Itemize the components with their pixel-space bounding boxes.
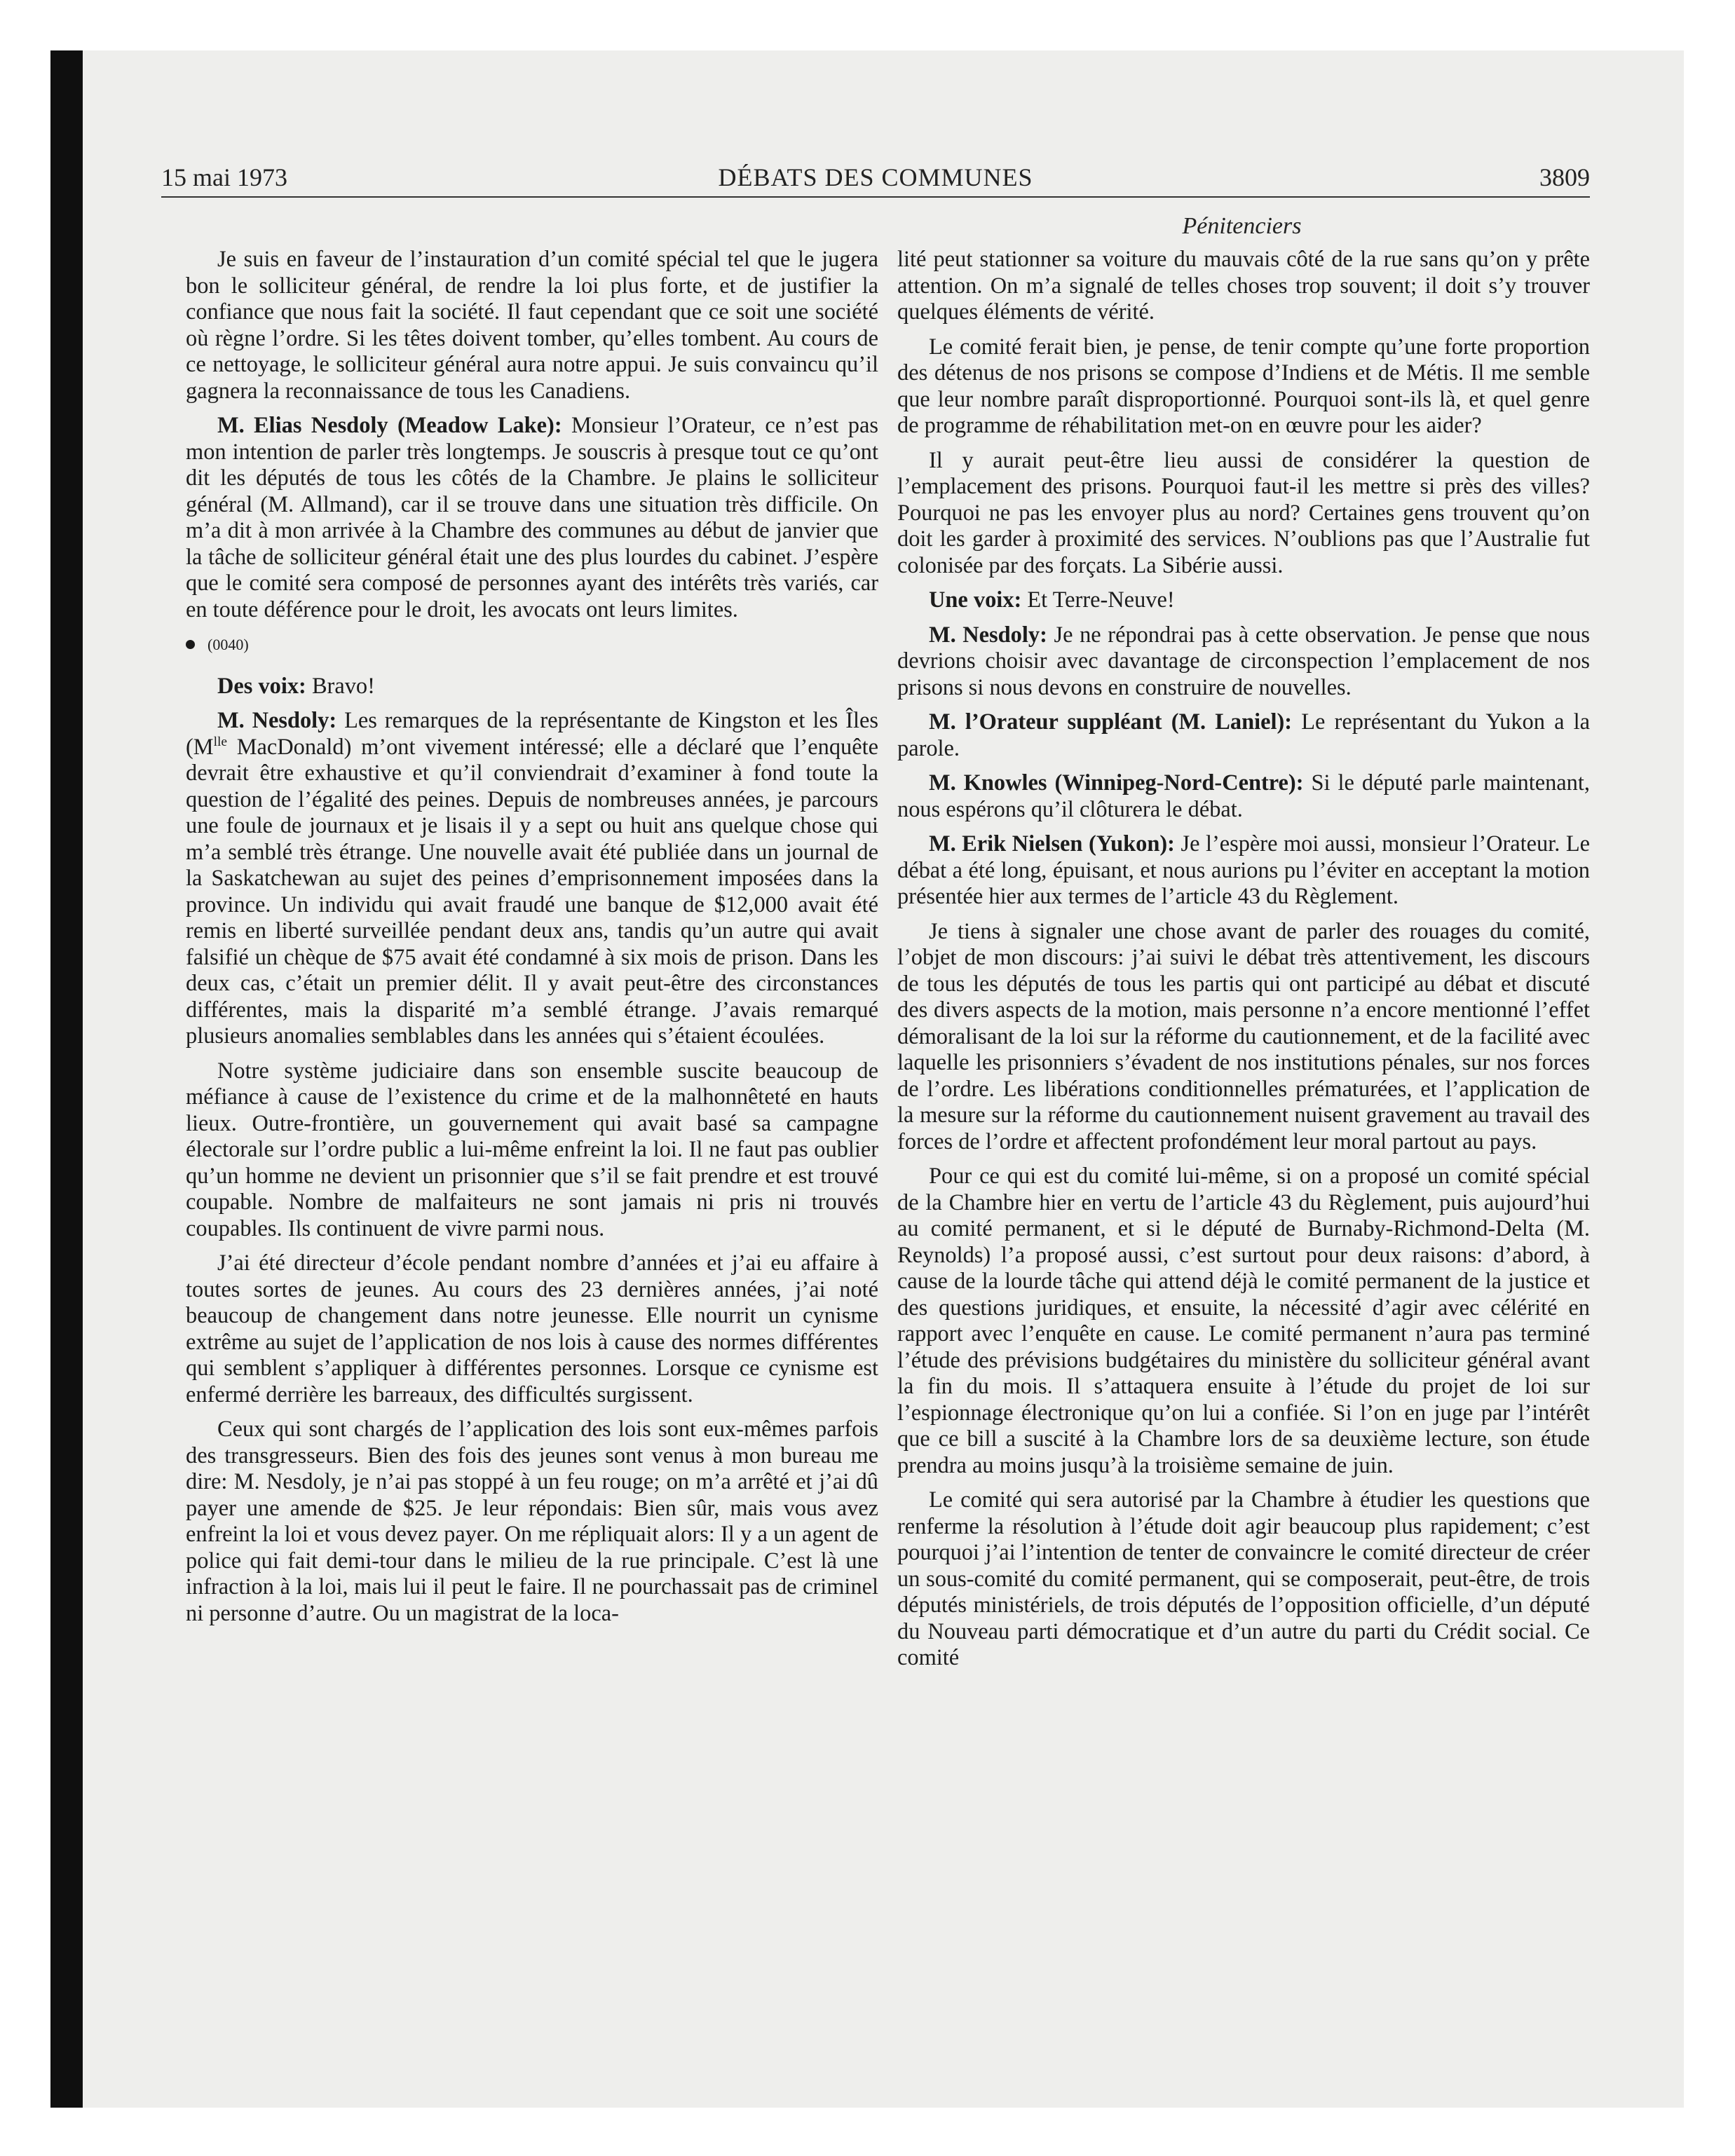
header-title: DÉBATS DES COMMUNES	[718, 163, 1033, 191]
right-column	[897, 247, 1590, 1680]
running-head	[161, 163, 1590, 193]
speech-text: Si le député parle maintenant, nous espérons qu’il clôturera le débat.	[897, 770, 1590, 822]
speaker-name: Une voix:	[929, 587, 1022, 613]
paragraph: Le comité qui sera autorisé par la Chambre à étudier les questions que renferme la résolution à l’étude doit agir beaucoup plus rapidement; c’est pourquoi j’ai l’intention de tenter de convaincre le comité directeur de créer un sous-comité du comité permanent, qui se composerait, peut-être, de trois députés ministériels, de trois députés de l’opposition officielle, d’un député du Nouveau parti démocratique et d’un autre du parti du Crédit social. Ce comité	[897, 1487, 1590, 1670]
paragraph	[897, 770, 1590, 823]
bullet-icon	[186, 640, 195, 649]
speaker-name: M. Nesdoly:	[929, 622, 1047, 648]
speaker-name: M. Elias Nesdoly (Meadow Lake):	[217, 413, 562, 438]
left-column	[186, 247, 878, 1635]
speech-text: Monsieur l’Orateur, ce n’est pas mon intention de parler très longtemps. Je souscris à presque tout ce qu’ont dit les députés de tous les côtés de la Chambre. Je plains le solliciteur général (M. Allmand), car il se trouve dans une situation très difficile. On m’a dit à mon arrivée à la Chambre des communes au début de janvier que la tâche de solliciteur général était une des plus lourdes du cabinet. J’espère que le comité sera composé de personnes ayant des intérêts très variés, car en toute déférence pour le droit, les avocats ont leurs limites.	[186, 413, 878, 622]
paragraph	[897, 831, 1590, 910]
paragraph	[186, 413, 878, 623]
header-date: 15 mai 1973	[161, 163, 287, 191]
section-title: Pénitenciers	[1182, 213, 1302, 239]
paragraph: Pour ce qui est du comité lui-même, si on a proposé un comité spécial de la Chambre hier en vertu de l’article 43 du Règlement, puis aujourd’hui au comité permanent, et si le député de Burnaby-Richmond-Delta (M. Reynolds) l’a proposé aussi, c’est surtout pour deux raisons: d’abord, à cause de la lourde tâche qui attend déjà le comité permanent de la justice et des questions juridiques, et ensuite, la nécessité d’agir avec célérité en rapport avec l’enquête en cause. Le comité permanent n’aura pas terminé l’étude des prévisions budgétaires du ministère du solliciteur général avant la fin du mois. Il s’attaquera ensuite à l’étude du projet de loi sur l’espionnage électronique qu’on lui a confiée. Si l’on en juge par l’intérêt que ce bill a suscité à la Chambre lors de sa deuxième lecture, son étude prendra au moins jusqu’à la troisième semaine de juin.	[897, 1164, 1590, 1478]
speech-text: Je ne répondrai pas à cette observation. Je pense que nous devrions choisir avec davantage de circonspection l’emplacement de nos prisons si nous devons en construire de nouvelles.	[897, 622, 1590, 700]
speech-text: Je l’espère moi aussi, monsieur l’Orateur. Le débat a été long, épuisant, et nous aurions pu l’éviter en acceptant la motion présentée hier aux termes de l’article 43 du Règlement.	[897, 831, 1590, 909]
paragraph: Le comité ferait bien, je pense, de tenir compte qu’une forte proportion des détenus de nos prisons se compose d’Indiens et de Métis. Il me semble que leur nombre paraît disproportionné. Pourquoi sont-ils là, et quel genre de programme de réhabilitation met-on en œuvre pour les aider?	[897, 334, 1590, 438]
speaker-name: M. l’Orateur suppléant (M. Laniel):	[929, 709, 1293, 735]
header-page-number: 3809	[1539, 163, 1590, 191]
paragraph: lité peut stationner sa voiture du mauvais côté de la rue sans qu’on y prête attention. On m’a signalé de telles choses trop souvent; il doit s’y trouver quelques éléments de vérité.	[897, 247, 1590, 325]
paragraph: Notre système judiciaire dans son ensemble suscite beaucoup de méfiance à cause de l’existence du crime et de la malhonnêteté en hauts lieux. Outre-frontière, un gouvernement qui avait basé sa campagne électorale sur l’ordre public a lui-même enfreint la loi. Il ne faut pas oublier qu’un homme ne devient un prisonnier que s’il se fait prendre et est trouvé coupable. Nombre de malfaiteurs ne sont jamais ni pris ni trouvés coupables. Ils continuent de vivre parmi nous.	[186, 1058, 878, 1241]
paragraph	[897, 709, 1590, 762]
speaker-name: Des voix:	[217, 673, 306, 699]
paragraph: Il y aurait peut-être lieu aussi de considérer la question de l’emplacement des prisons. Pourquoi faut-il les mettre si près des villes? Pourquoi ne pas les envoyer plus au nord? Certaines gens trouvent qu’on doit les garder à proximité des services. N’oublions pas que l’Australie fut colonisée par des forçats. La Sibérie aussi.	[897, 447, 1590, 578]
paragraph: J’ai été directeur d’école pendant nombre d’années et j’ai eu affaire à toutes sortes de jeunes. Au cours des 23 dernières années, j’ai noté beaucoup de changement dans notre jeunesse. Elle nourrit un cynisme extrême au sujet de l’application de nos lois à cause des normes différentes qui semblent s’appliquer à différentes personnes. Lorsque ce cynisme est enfermé derrière les barreaux, des difficultés surgissent.	[186, 1250, 878, 1407]
paragraph	[897, 587, 1590, 614]
speech-text: Bravo!	[306, 673, 375, 699]
paragraph: Ceux qui sont chargés de l’application des lois sont eux-mêmes parfois des transgresseurs. Bien des fois des jeunes sont venus à mon bureau me dire: M. Nesdoly, je n’ai pas stoppé à un feu rouge; on m’a arrêté et j’ai dû payer une amende de $25. Je leur répondais: Bien sûr, mais vous avez enfreint la loi et vous devez payer. On me répliquait alors: Il y a un agent de police qui fait demi-tour dans le milieu de la rue principale. C’est là une infraction à la loi, mais lui il peut le faire. Il ne pourchassait pas de criminel ni personne d’autre. Ou un magistrat de la loca-	[186, 1417, 878, 1626]
paragraph	[186, 674, 878, 700]
paragraph	[897, 622, 1590, 702]
time-marker	[186, 632, 878, 658]
speaker-name: M. Erik Nielsen (Yukon):	[929, 831, 1175, 857]
scan-edge	[50, 50, 83, 2108]
speech-text: Les remarques de la représentante de Kingston et les Îles (M	[186, 708, 878, 760]
paragraph	[186, 708, 878, 1050]
paragraph: Je tiens à signaler une chose avant de parler des rouages du comité, l’objet de mon discours: j’ai suivi le débat très attentivement, les discours de tous les députés de tous les partis qui ont participé au débat et discuté des divers aspects de la motion, mais personne n’a encore mentionné l’effet démoralisant de la loi sur la réforme du cautionnement, et de la facilité avec laquelle les prisonniers s’évadent de nos institutions pénales, sur nos forces de l’ordre. Les libérations conditionnelles prématurées, et l’application de la mesure sur la réforme du cautionnement nuisent gravement au travail des forces de l’ordre et affectent profondément leur moral partout au pays.	[897, 918, 1590, 1154]
speaker-name: M. Knowles (Winnipeg-Nord-Centre):	[929, 770, 1304, 796]
speaker-name: M. Nesdoly:	[217, 708, 337, 733]
speech-text: Et Terre-Neuve!	[1021, 587, 1175, 613]
superscript: lle	[213, 734, 228, 749]
time-marker-text: (0040)	[207, 636, 249, 653]
paragraph: Je suis en faveur de l’instauration d’un comité spécial tel que le jugera bon le solliciteur général, de rendre la loi plus forte, et de justifier la confiance que nous fait la société. Il faut cependant que ce soit une société où règne l’ordre. Si les têtes doivent tomber, qu’elles tombent. Au cours de ce nettoyage, le solliciteur général aura notre appui. Je suis convaincu qu’il gagnera la reconnaissance de tous les Canadiens.	[186, 247, 878, 404]
header-rule	[161, 196, 1590, 198]
speech-text: Le représentant du Yukon a la parole.	[897, 709, 1590, 761]
speech-text: MacDonald) m’ont vivement intéressé; elle a déclaré que l’enquête devrait être exhaustive et qu’il conviendrait d’examiner à fond toute la question de l’égalité des peines. Depuis de nombreuses années, je parcours une foule de journaux et je lisais il y a sept ou huit ans quelque chose qui m’a semblé très étrange. Une nouvelle avait été publiée dans un journal de la Saskatchewan au sujet des peines d’emprisonnement imposées dans la province. Un individu qui avait fraudé une banque de $12,000 avait été remis en liberté surveillée pendant deux ans, tandis qu’un autre qui avait falsifié un chèque de $75 avait été condamné à six mois de prison. Dans les deux cas, c’était un premier délit. Il y avait peut-être des circonstances différentes, mais la disparité m’a semblé étrange. J’avais remarqué plusieurs anomalies semblables dans les années qui s’étaient écoulées.	[186, 734, 878, 1049]
